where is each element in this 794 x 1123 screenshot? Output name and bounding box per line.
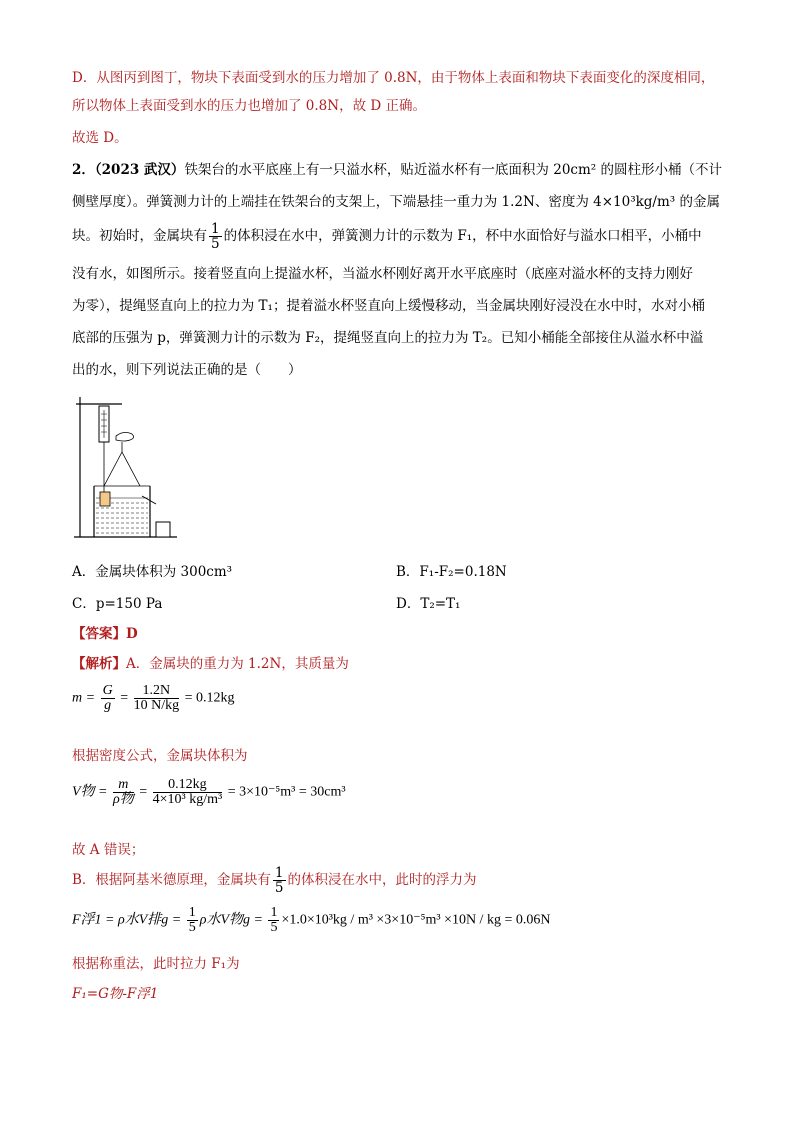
f1-formula: F₁=G物-F浮1 — [72, 986, 159, 1002]
fraction-one-fifth: $\frac{1}{5}$ — [211, 221, 220, 252]
metal-block — [100, 492, 110, 506]
question-source: （2023 武汉） — [94, 162, 185, 178]
a-wrong: 故 A 错误； — [72, 842, 145, 858]
small-bucket — [156, 522, 170, 537]
text-line: D．从图丙到图丁，物块下表面受到水的压力增加了 0.8N，由于物体上表面和物块下表面变化的深度相同， — [72, 70, 715, 86]
option-d: D．T₂=T₁ — [396, 596, 461, 612]
experiment-figure — [72, 392, 182, 542]
question-text: 的体积浸在水中，弹簧测力计的示数为 F₁，杯中水面恰好与溢水口相平，小桶中 — [223, 228, 702, 244]
equation-volume: V物 = $\frac{m}{\text{ρ物}}$ = $\frac{0.12kg}{\text{4×10³ kg/m³}}$ = 3×10⁻⁵m³ = 30cm³ — [72, 777, 346, 807]
analysis-line — [72, 652, 349, 672]
question-2-line-1 — [72, 158, 722, 178]
question-2-line-2: 侧壁厚度）。弹簧测力计的上端挂在铁架台的支架上，下端悬挂一重力为 1.2N、密度为 4×10³kg/m³ 的金属 — [72, 194, 720, 210]
select-d-text: 故选 D。 — [72, 130, 128, 146]
analysis-a: A．金属块的重力为 1.2N，其质量为 — [126, 656, 349, 672]
question-2-line-5: 为零），提绳竖直向上的拉力为 T₁；提着溢水杯竖直向上缓慢移动，当金属块刚好浸没在水中时，水对小桶 — [72, 298, 705, 314]
b-intro: B．根据阿基米德原理，金属块有 $\frac{1}{5}$ 的体积浸在水中，此时的浮力为 — [72, 865, 477, 896]
question-text: 铁架台的水平底座上有一只溢水杯，贴近溢水杯有一底面积为 20cm² 的圆柱形小桶（不计 — [184, 162, 722, 178]
question-number: 2． — [72, 162, 95, 178]
question-2-line-3 — [72, 222, 702, 251]
weight-method: 根据称重法，此时拉力 F₁为 — [72, 956, 240, 972]
density-intro: 根据密度公式，金属块体积为 — [72, 748, 248, 764]
overflow-spout — [142, 496, 156, 504]
question-2-line-7: 出的水，则下列说法正确的是（ ） — [72, 362, 302, 378]
equation-mass: m = $\frac{G}{g}$ = $\frac{1.2N}{10 N/kg}$ = 0.12kg — [72, 683, 235, 713]
hand-icon — [116, 432, 134, 441]
question-2-line-6: 底部的压强为 p，弹簧测力计的示数为 F₂，提绳竖直向上的拉力为 T₂。已知小桶能全部接住从溢水杯中溢 — [72, 330, 704, 346]
equation-buoyancy: F浮1 = ρ水V排g = $\frac{1}{5}$ ρ水V物g = $\frac{1}{5}$ ×1.0×10³kg / m³ ×3×10⁻⁵m³ ×10N / kg = 0.06N — [72, 905, 551, 935]
text-line: 所以物体上表面受到水的压力也增加了 0.8N，故 D 正确。 — [72, 98, 426, 114]
question-text: 块。初始时，金属块有 — [72, 228, 207, 244]
option-d-explanation — [72, 66, 722, 118]
answer: 【答案】D — [72, 626, 138, 642]
option-a: A．金属块体积为 300cm³ — [72, 564, 233, 580]
analysis-label: 【解析】 — [72, 656, 126, 672]
option-b: B．F₁-F₂=0.18N — [396, 564, 507, 580]
question-2-line-4: 没有水，如图所示。接着竖直向上提溢水杯，当溢水杯刚好离开水平底座时（底座对溢水杯的支持力刚好 — [72, 266, 693, 282]
option-c: C．p=150 Pa — [72, 596, 163, 612]
